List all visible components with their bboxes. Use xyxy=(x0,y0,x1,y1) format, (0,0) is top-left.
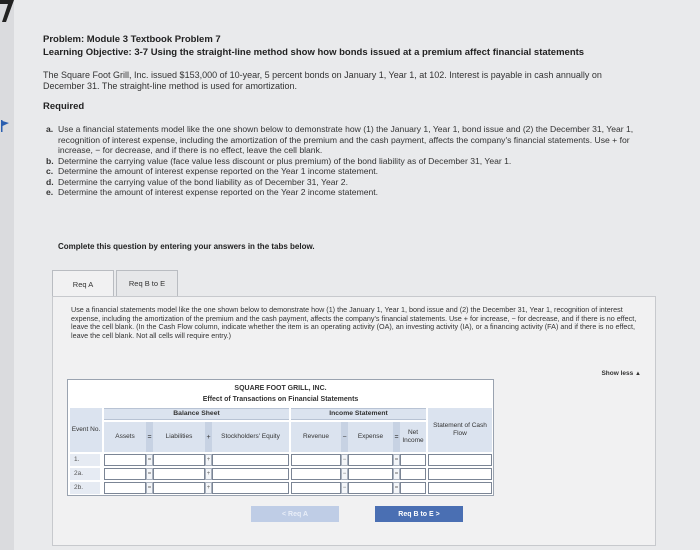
cell-expense-1[interactable] xyxy=(348,454,393,466)
cell-revenue-2b[interactable] xyxy=(291,482,341,494)
cell-equity-1[interactable] xyxy=(212,454,289,466)
col-expense: Expense xyxy=(348,422,393,452)
op-cell: − xyxy=(341,482,348,494)
op-cell: = xyxy=(393,454,400,466)
income-statement-header: Income Statement xyxy=(291,408,426,420)
financial-statements-model xyxy=(67,379,494,496)
cell-liabilities-2b[interactable] xyxy=(153,482,205,494)
requirements-list xyxy=(46,124,646,198)
op-cell: + xyxy=(205,454,212,466)
event-label-1: 1. xyxy=(70,454,100,466)
requirement-item: a. Use a financial statements model like the one shown below to demonstrate how (1) the January 1, Year 1, bond issue and (2) the December 31, Year 1, recognition of interest expense, including the amortization of the premium and the cash payment, affects the company's financial statements. Use + for increase, − for decrease, and if there is no effect, leave the cell blank. xyxy=(46,124,634,155)
cell-expense-2a[interactable] xyxy=(348,468,393,480)
next-req-button[interactable]: Req B to E > xyxy=(375,506,463,522)
col-cash-flow: Statement of Cash Flow xyxy=(428,408,492,452)
cell-net-income-2b[interactable] xyxy=(400,482,426,494)
requirement-item: c. Determine the amount of interest expense reported on the Year 1 income statement. xyxy=(46,166,379,176)
op-cell: − xyxy=(341,454,348,466)
cell-liabilities-2a[interactable] xyxy=(153,468,205,480)
cell-cash-flow-2a[interactable] xyxy=(428,468,492,480)
op-cell: = xyxy=(146,468,153,480)
learning-objective: Learning Objective: 3-7 Using the straight-line method show how bonds issued at a premium affect financial statements xyxy=(43,47,585,58)
cell-equity-2b[interactable] xyxy=(212,482,289,494)
op-cell: = xyxy=(146,454,153,466)
op-cell: + xyxy=(205,482,212,494)
flag-icon[interactable] xyxy=(1,120,9,132)
cell-revenue-1[interactable] xyxy=(291,454,341,466)
op-cell: = xyxy=(393,468,400,480)
op-cell: − xyxy=(341,468,348,480)
prev-req-button[interactable]: < Req A xyxy=(251,506,339,522)
show-less-link[interactable]: Show less ▲ xyxy=(601,370,641,377)
tab-strip xyxy=(52,270,178,297)
left-rail xyxy=(0,0,14,550)
tab-req-b-to-e[interactable]: Req B to E xyxy=(116,270,178,297)
cell-cash-flow-2b[interactable] xyxy=(428,482,492,494)
requirement-item: b. Determine the carrying value (face value less discount or plus premium) of the bond liability as of December 31, Year 1. xyxy=(46,155,512,166)
cell-assets-1[interactable] xyxy=(104,454,146,466)
col-equity: Stockholders' Equity xyxy=(212,422,289,452)
op-cell: = xyxy=(146,482,153,494)
model-subtitle: Effect of Transactions on Financial Statements xyxy=(202,396,359,403)
col-event-no: Event No. xyxy=(70,408,102,452)
op-cell: = xyxy=(393,482,400,494)
tab-req-a[interactable]: Req A xyxy=(52,270,114,297)
col-liabilities: Liabilities xyxy=(153,422,205,452)
required-heading: Required xyxy=(43,101,85,112)
panel-instructions: Use a financial statements model like the one shown below to demonstrate how (1) the January 1, Year 1, bond issue and (2) the December 31, Year 1, recognition of interest expense, including the amortization of the premium and the cash payment, affects the company's financial statements. Use + for increase, − for decrease, and if there is no effect, leave the cell blank. (In the Cash Flow column, indicate whether the item is an operating activity (OA), an investing activity (IA), or a financing activity (FA) and if there is no effect, leave the cell blank. Not all cells will require entry.) xyxy=(71,305,637,340)
cell-liabilities-1[interactable] xyxy=(153,454,205,466)
tabs-instruction: Complete this question by entering your answers in the tabs below. xyxy=(58,242,315,251)
cell-expense-2b[interactable] xyxy=(348,482,393,494)
cell-net-income-2a[interactable] xyxy=(400,468,426,480)
event-label-2b: 2b. xyxy=(70,482,100,494)
col-assets: Assets xyxy=(104,422,146,452)
problem-page xyxy=(16,0,700,550)
op-minus: − xyxy=(341,422,348,452)
cell-net-income-1[interactable] xyxy=(400,454,426,466)
requirement-item: e. Determine the amount of interest expense reported on the Year 2 income statement. xyxy=(46,187,379,197)
op-equals: = xyxy=(146,422,153,452)
problem-intro: The Square Foot Grill, Inc. issued $153,000 of 10-year, 5 percent bonds on January 1, Year 1, at 102. Interest is payable in cash annually on December 31. The straight-line method is used for amortization. xyxy=(43,70,602,91)
triangle-up-icon: ▲ xyxy=(635,371,641,377)
rail-corner-mark xyxy=(0,0,14,22)
problem-title: Problem: Module 3 Textbook Problem 7 xyxy=(43,34,221,45)
col-net-income: Net Income xyxy=(400,422,426,452)
cell-cash-flow-1[interactable] xyxy=(428,454,492,466)
cell-assets-2b[interactable] xyxy=(104,482,146,494)
op-equals-2: = xyxy=(393,422,400,452)
cell-revenue-2a[interactable] xyxy=(291,468,341,480)
event-label-2a: 2a. xyxy=(70,468,100,480)
cell-equity-2a[interactable] xyxy=(212,468,289,480)
company-name: SQUARE FOOT GRILL, INC. xyxy=(234,385,327,392)
cell-assets-2a[interactable] xyxy=(104,468,146,480)
col-revenue: Revenue xyxy=(291,422,341,452)
requirement-item: d. Determine the carrying value of the bond liability as of December 31, Year 2. xyxy=(46,176,348,187)
balance-sheet-header: Balance Sheet xyxy=(104,408,289,420)
op-plus: + xyxy=(205,422,212,452)
tab-panel-req-a xyxy=(52,296,656,546)
op-cell: + xyxy=(205,468,212,480)
